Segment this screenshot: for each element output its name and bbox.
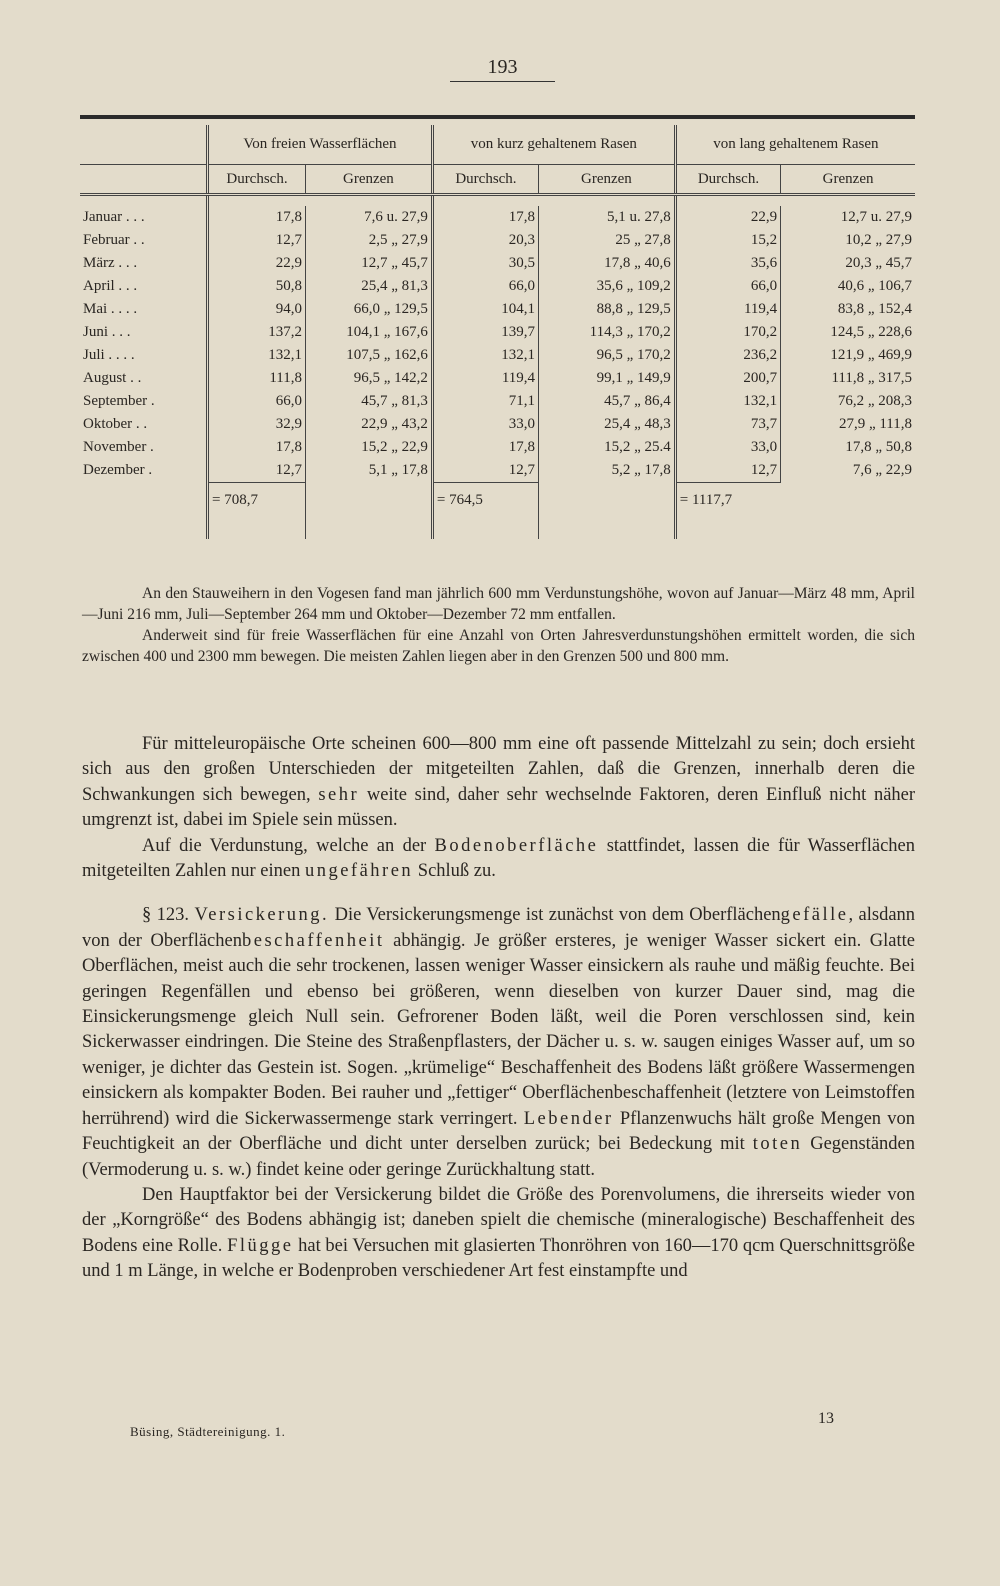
value-cell: 132,1: [675, 390, 780, 413]
value-cell: 15,2 „ 22,9: [305, 436, 432, 459]
column-header: Grenzen: [539, 165, 676, 195]
paragraph: Anderweit sind für freie Wasserflächen für eine Anzahl von Orten Jahresverdunstungshöhen ermittelt worden, die sich zwischen 400 und 2300 mm bewegen. Die meisten Zahlen liegen aber in den Grenzen 500 und 800 mm.: [82, 627, 915, 665]
value-cell: 114,3 „ 170,2: [539, 321, 676, 344]
value-cell: 66,0: [432, 275, 538, 298]
value-cell: 17,8: [208, 436, 306, 459]
value-cell: 45,7 „ 86,4: [539, 390, 676, 413]
value-cell: 124,5 „ 228,6: [781, 321, 915, 344]
value-cell: 7,6 „ 22,9: [781, 459, 915, 483]
section-paragraph: § 123. Versickerung. Die Versickerungsmenge ist zunächst von dem Oberflächengefälle, alsdann von der Oberflächenbeschaffenheit abhängig. Je größer ersteres, je weniger Wasser sickert ein. Glatte Oberflächen, meist auch die sehr trockenen, lassen weniger Wasser einsickern als rauhe und mäßig feuchte. Bei geringen Regenfällen und ebenso bei größeren, wenn dieselben von kurzer Dauer sind, mag die Einsickerungsmenge gleich Null sein. Gefrorener Boden läßt, weil die Poren verschlossen sind, kein Sickerwasser eindringen. Die Steine des Straßenpflasters, der Dächer u. s. w. saugen einiges Wasser auf, um so weniger, je dichter das Gestein ist. Sogen. „krümelige“ Beschaffenheit des Bodens läßt größere Wassermengen einsickern als kompakter Boden. Bei rauher und „fettiger“ Oberflächenbeschaffenheit (letztere von Leimstoffen herrührend) wird die Sickerwassermenge stark verringert. Lebender Pflanzenwuchs hält große Mengen von Feuchtigkeit an der Oberfläche und dicht unter derselben zurück; bei Bedeckung mit toten Gegenständen (Vermoderung u. s. w.) findet keine oder geringe Zurückhaltung statt.: [82, 905, 916, 1180]
section-title: Versickerung.: [194, 905, 330, 926]
group-header: von lang gehaltenem Rasen: [675, 125, 915, 165]
subheader-row: [80, 165, 915, 195]
value-cell: 20,3: [432, 229, 538, 252]
table-row: [80, 367, 915, 390]
value-cell: 119,4: [432, 367, 538, 390]
column-header: Durchsch.: [208, 165, 306, 195]
value-cell: 5,2 „ 17,8: [539, 459, 676, 483]
value-cell: 27,9 „ 111,8: [781, 413, 915, 436]
value-cell: 96,5 „ 142,2: [305, 367, 432, 390]
table-row: [80, 252, 915, 275]
emphasis: sehr: [318, 784, 360, 805]
value-cell: 10,2 „ 27,9: [781, 229, 915, 252]
emphasis: Flügge: [227, 1235, 294, 1256]
value-cell: 22,9 „ 43,2: [305, 413, 432, 436]
paragraph: Auf die Verdunstung, welche an der Bodenoberfläche stattfindet, lassen die für Wasserflächen mitgeteilten Zahlen nur einen ungefähren Schluß zu.: [82, 835, 915, 882]
paragraph: An den Stauweihern in den Vogesen fand man jährlich 600 mm Verdunstungshöhe, wovon auf Januar—März 48 mm, April—Juni 216 mm, Juli—September 264 mm und Oktober—Dezember 72 mm entfallen.: [82, 585, 915, 623]
month-cell: Juli . . . .: [83, 347, 135, 363]
value-cell: 5,1 u. 27,8: [539, 206, 676, 229]
sum-cell: = 708,7: [208, 483, 306, 518]
section-number: § 123.: [142, 905, 190, 926]
value-cell: 5,1 „ 17,8: [305, 459, 432, 483]
value-cell: 12,7: [208, 459, 306, 483]
month-cell: Juni . . .: [83, 324, 131, 340]
value-cell: 139,7: [432, 321, 538, 344]
value-cell: 22,9: [675, 206, 780, 229]
page-number: 193: [450, 56, 555, 82]
value-cell: 7,6 u. 27,9: [305, 206, 432, 229]
sum-cell: = 764,5: [432, 483, 538, 518]
value-cell: 17,8 „ 50,8: [781, 436, 915, 459]
month-cell: Oktober . .: [83, 416, 148, 432]
small-text-block: [82, 583, 915, 667]
value-cell: 25 „ 27,8: [539, 229, 676, 252]
value-cell: 119,4: [675, 298, 780, 321]
column-header: Grenzen: [781, 165, 915, 195]
emphasis: ungefähren: [304, 861, 414, 882]
table-row: [80, 459, 915, 483]
value-cell: 99,1 „ 149,9: [539, 367, 676, 390]
month-cell: Januar . . .: [83, 209, 145, 225]
value-cell: 104,1 „ 167,6: [305, 321, 432, 344]
month-cell: April . . .: [83, 278, 138, 294]
value-cell: 107,5 „ 162,6: [305, 344, 432, 367]
value-cell: 104,1: [432, 298, 538, 321]
value-cell: 111,8: [208, 367, 306, 390]
main-text-block: [82, 732, 915, 1285]
signature-mark: 13: [818, 1410, 834, 1427]
month-cell: Februar . .: [83, 232, 145, 248]
value-cell: 20,3 „ 45,7: [781, 252, 915, 275]
value-cell: 12,7: [432, 459, 538, 483]
value-cell: 71,1: [432, 390, 538, 413]
emphasis: Bodenoberfläche: [434, 835, 599, 856]
month-cell: Mai . . . .: [83, 301, 138, 317]
table-row: [80, 390, 915, 413]
value-cell: 50,8: [208, 275, 306, 298]
table-row: [80, 436, 915, 459]
value-cell: 35,6: [675, 252, 780, 275]
value-cell: 30,5: [432, 252, 538, 275]
month-cell: November .: [83, 439, 154, 455]
value-cell: 15,2 „ 25.4: [539, 436, 676, 459]
group-header: von kurz gehaltenem Rasen: [432, 125, 675, 165]
value-cell: 73,7: [675, 413, 780, 436]
value-cell: 137,2: [208, 321, 306, 344]
value-cell: 45,7 „ 81,3: [305, 390, 432, 413]
sum-cell: = 1117,7: [675, 483, 780, 518]
value-cell: 66,0 „ 129,5: [305, 298, 432, 321]
evaporation-table: [80, 115, 915, 539]
group-header: Von freien Wasserflächen: [208, 125, 433, 165]
month-cell: Dezember .: [83, 462, 153, 479]
value-cell: 33,0: [675, 436, 780, 459]
value-cell: 17,8: [432, 206, 538, 229]
value-cell: 12,7 „ 45,7: [305, 252, 432, 275]
value-cell: 76,2 „ 208,3: [781, 390, 915, 413]
column-header: Durchsch.: [675, 165, 780, 195]
value-cell: 12,7: [675, 459, 780, 483]
month-cell: September .: [83, 393, 155, 409]
value-cell: 17,8 „ 40,6: [539, 252, 676, 275]
table-row: [80, 413, 915, 436]
value-cell: 2,5 „ 27,9: [305, 229, 432, 252]
table-row: [80, 229, 915, 252]
value-cell: 40,6 „ 106,7: [781, 275, 915, 298]
value-cell: 121,9 „ 469,9: [781, 344, 915, 367]
value-cell: 132,1: [432, 344, 538, 367]
value-cell: 32,9: [208, 413, 306, 436]
paragraph: Den Hauptfaktor bei der Versickerung bildet die Größe des Porenvolumens, die ihrerseits wieder von der „Korngröße“ des Bodens abhängig ist; daneben spielt die chemische (mineralogische) Beschaffenheit des Bodens eine Rolle. Flügge hat bei Versuchen mit glasierten Thonröhren von 160—170 qcm Querschnittsgröße und 1 m Länge, in welche er Bodenproben verschiedener Art fest einstampfte und: [82, 1184, 916, 1282]
month-cell: August . .: [83, 370, 142, 386]
column-header: Durchsch.: [432, 165, 538, 195]
group-header-row: [80, 125, 915, 165]
value-cell: 25,4 „ 48,3: [539, 413, 676, 436]
value-cell: 96,5 „ 170,2: [539, 344, 676, 367]
value-cell: 17,8: [208, 206, 306, 229]
value-cell: 22,9: [208, 252, 306, 275]
table-row: [80, 275, 915, 298]
value-cell: 25,4 „ 81,3: [305, 275, 432, 298]
value-cell: 132,1: [208, 344, 306, 367]
paragraph: Für mitteleuropäische Orte scheinen 600—800 mm eine oft passende Mittelzahl zu sein; doch ersieht sich aus den großen Unterschieden der mitgeteilten Zahlen, daß die Grenzen, innerhalb deren die Schwankungen sich bewegen, sehr weite sind, daher sehr wechselnde Faktoren, deren Einfluß nicht näher umgrenzt ist, dabei im Spiele sein müssen.: [82, 734, 916, 831]
column-header: Grenzen: [305, 165, 432, 195]
table-row: [80, 206, 915, 229]
month-cell: März . . .: [83, 255, 138, 271]
value-cell: 88,8 „ 129,5: [539, 298, 676, 321]
value-cell: 111,8 „ 317,5: [781, 367, 915, 390]
table-row: [80, 298, 915, 321]
value-cell: 94,0: [208, 298, 306, 321]
value-cell: 170,2: [675, 321, 780, 344]
value-cell: 236,2: [675, 344, 780, 367]
value-cell: 200,7: [675, 367, 780, 390]
value-cell: 15,2: [675, 229, 780, 252]
value-cell: 12,7: [208, 229, 306, 252]
value-cell: 66,0: [208, 390, 306, 413]
footer-text: Büsing, Städtereinigung. 1.: [130, 1424, 286, 1439]
value-cell: 66,0: [675, 275, 780, 298]
table-row: [80, 344, 915, 367]
value-cell: 83,8 „ 152,4: [781, 298, 915, 321]
value-cell: 35,6 „ 109,2: [539, 275, 676, 298]
value-cell: 12,7 u. 27,9: [781, 206, 915, 229]
table-row: [80, 321, 915, 344]
sum-row: [80, 483, 915, 518]
value-cell: 17,8: [432, 436, 538, 459]
value-cell: 33,0: [432, 413, 538, 436]
